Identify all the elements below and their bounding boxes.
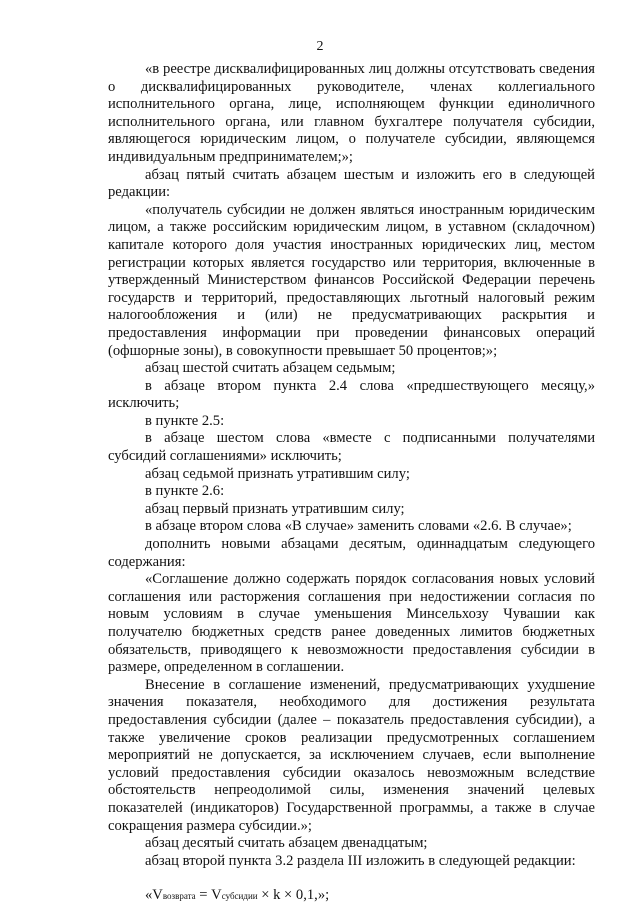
paragraph: абзац десятый считать абзацем двенадцатым; (145, 835, 428, 852)
paragraph: абзац второй пункта 3.2 раздела III изложить в следующей редакции: (145, 852, 576, 869)
formula-subscript-return: возврата (162, 891, 196, 902)
formula (108, 887, 595, 906)
document-body (108, 61, 595, 906)
formula-tail: × k × 0,1,»; (257, 887, 330, 904)
paragraph: в абзаце втором пункта 2.4 слова «предшествующего месяцу,» исключить; (108, 377, 595, 412)
paragraph: в абзаце втором слова «В случае» заменить словами «2.6. В случае»; (145, 518, 572, 535)
paragraph: дополнить новыми абзацами десятым, одиннадцатым следующего содержания: (108, 536, 595, 570)
paragraph: абзац пятый считать абзацем шестым и изложить его в следующей редакции: (108, 166, 595, 201)
paragraph: в абзаце шестом слова «вместе с подписанными получателями субсидий соглашениями» исключить; (108, 430, 595, 465)
paragraph: абзац первый признать утратившим силу; (145, 500, 405, 517)
formula-open: «V (145, 887, 163, 904)
paragraph: в пункте 2.5: (145, 412, 225, 429)
paragraph: Внесение в соглашение изменений, предусматривающих ухудшение значения показателя, необходимого для достижения результата предоставления субсидии (далее – показатель предоставления субсидии), а также увеличение сроков реализации предусмотренных соглашением мероприятий не допускается, за исключением случаев, если выполнение условий предоставления субсидии оказалось невозможным вследствие обстоятельств непреодолимой силы, изменения значений целевых показателей (индикаторов) Государственной программы, а также в случае сокращения размера субсидии.»; (108, 676, 595, 834)
paragraph: в пункте 2.6: (145, 483, 225, 500)
paragraph: «в реестре дисквалифицированных лиц должны отсутствовать сведения о дисквалифицированных руководителе, членах коллегиального исполнительного органа, лице, исполняющем функции единоличного исполнительного органа, или главном бухгалтере получателя субсидии, являющегося юридическим лицом, о получателе субсидии, являющемся индивидуальным предпринимателем;»; (108, 61, 595, 165)
formula-subscript-subsidy: субсидии (221, 891, 258, 902)
paragraph: «получатель субсидии не должен являться иностранным юридическим лицом, а также российским юридическим лицом, в уставном (складочном) капитале которого доля участия иностранных юридических лиц, местом регистрации которых является государство или территория, включенные в утвержденный Министерством финансов Российской Федерации перечень государств и территорий, предоставляющих льготный налоговый режим налогообложения и (или) не предусматривающих раскрытия и предоставления информации при проведении финансовых операций (офшорные зоны), в совокупности превышает 50 процентов;»; (108, 201, 595, 359)
paragraph: «Соглашение должно содержать порядок согласования новых условий соглашения или расторжения соглашения при недостижении согласия по новым условиям в случае уменьшения Минсельхозу Чувашии как получателю бюджетных средств ранее доведенных лимитов бюджетных обязательств, приводящего к невозможности предоставления субсидии в размере, определенном в соглашении. (108, 571, 595, 676)
paragraph: абзац седьмой признать утратившим силу; (145, 465, 410, 482)
page-number: 2 (316, 39, 324, 54)
paragraph: абзац шестой считать абзацем седьмым; (145, 360, 396, 377)
formula-equals: = V (195, 887, 222, 904)
